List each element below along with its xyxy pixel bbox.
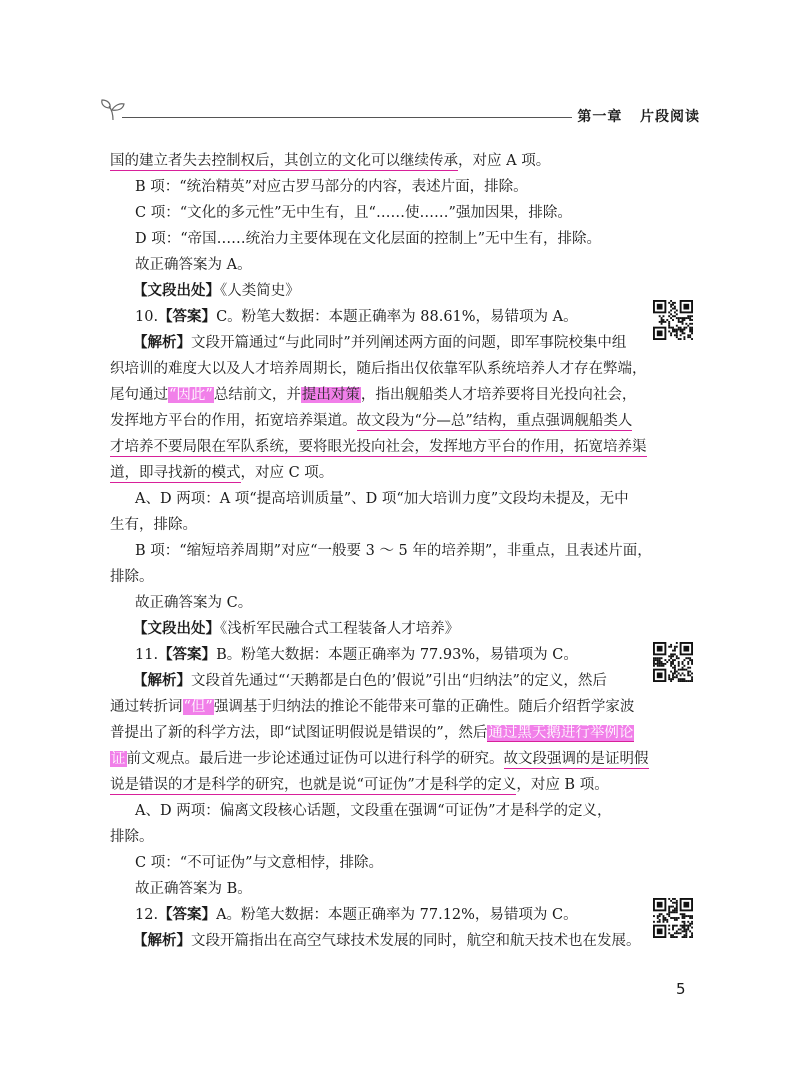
text-line: B 项：“缩短培养周期”对应“一般要 3 ～ 5 年的培养期”，非重点，且表述片面， [135,543,652,559]
text-line: D 项：“帝国……统治力主要体现在文化层面的控制上”无中生有，排除。 [135,231,602,247]
text-line: 【解析】文段开篇通过“与此同时”并列阐述两方面的问题，即军事院校集中组 [133,335,627,351]
text-line: B 项：“统治精英”对应古罗马部分的内容，表述片面，排除。 [135,179,528,195]
answer-line: 11.【答案】B。粉笔大数据：本题正确率为 77.93%，易错项为 C。 [135,647,578,663]
text-line: 【解析】文段开篇指出在高空气球技术发展的同时，航空和航天技术也在发展。 [133,933,641,949]
text-line: 生有，排除。 [110,517,197,533]
page-header [100,98,700,132]
text-line: 排除。 [110,829,154,845]
text-line: C 项：“文化的多元性”无中生有，且“……使……”强加因果，排除。 [135,205,572,221]
sprout-icon [100,98,126,122]
text-line: 故正确答案为 A。 [135,257,252,273]
text-line: 尾句通过“因此”总结前文，并提出对策，指出舰船类人才培养要将目光投向社会， [110,387,637,403]
header-rule [122,117,572,118]
text-line: 说是错误的才是科学的研究，也就是说“可证伪”才是科学的定义，对应 B 项。 [110,777,609,793]
text-line: A、D 两项：偏离文段核心话题，文段重在强调“可证伪”才是科学的定义， [135,803,612,819]
text-line: 道，即寻找新的模式，对应 C 项。 [110,465,334,481]
source-line: 【文段出处】《人类简史》 [133,283,300,299]
text-line: 通过转折词“但”强调基于归纳法的推论不能带来可靠的正确性。随后介绍哲学家波 [110,699,635,715]
text-line: A、D 两项：A 项“提高培训质量”、D 项“加大培训力度”文段均未提及，无中 [135,491,629,507]
text-line: C 项：“不可证伪”与文意相悖，排除。 [135,855,384,871]
page-number: 5 [676,980,686,998]
answer-line: 12.【答案】A。粉笔大数据：本题正确率为 77.12%，易错项为 C。 [135,907,578,923]
text-line: 织培训的难度大以及人才培养周期长，随后指出仅依靠军队系统培养人才存在弊端， [110,361,647,377]
text-line: 才培养不要局限在军队系统，要将眼光投向社会，发挥地方平台的作用，拓宽培养渠 [110,439,647,455]
qr-code[interactable] [653,898,693,938]
chapter-title: 第一章 片段阅读 [577,109,700,125]
qr-code[interactable] [653,642,693,682]
qr-code[interactable] [653,300,693,340]
text-line: 发挥地方平台的作用，拓宽培养渠道。故文段为“分—总”结构，重点强调舰船类人 [110,413,633,429]
text-line: 【解析】文段首先通过“‘天鹅都是白色的’假说”引出“归纳法”的定义，然后 [133,673,607,689]
source-line: 【文段出处】《浅析军民融合式工程装备人才培养》 [133,621,460,637]
text-line: 证前文观点。最后进一步论述通过证伪可以进行科学的研究。故文段强调的是证明假 [111,751,649,767]
answer-line: 10.【答案】C。粉笔大数据：本题正确率为 88.61%，易错项为 A。 [135,309,578,325]
text-line: 故正确答案为 C。 [135,595,253,611]
text-line: 普提出了新的科学方法，即“试图证明假说是错误的”，然后通过黑天鹅进行举例论 [110,725,634,741]
text-line: 国的建立者失去控制权后，其创立的文化可以继续传承，对应 A 项。 [110,153,551,169]
text-line: 故正确答案为 B。 [135,881,252,897]
text-line: 排除。 [110,569,154,585]
